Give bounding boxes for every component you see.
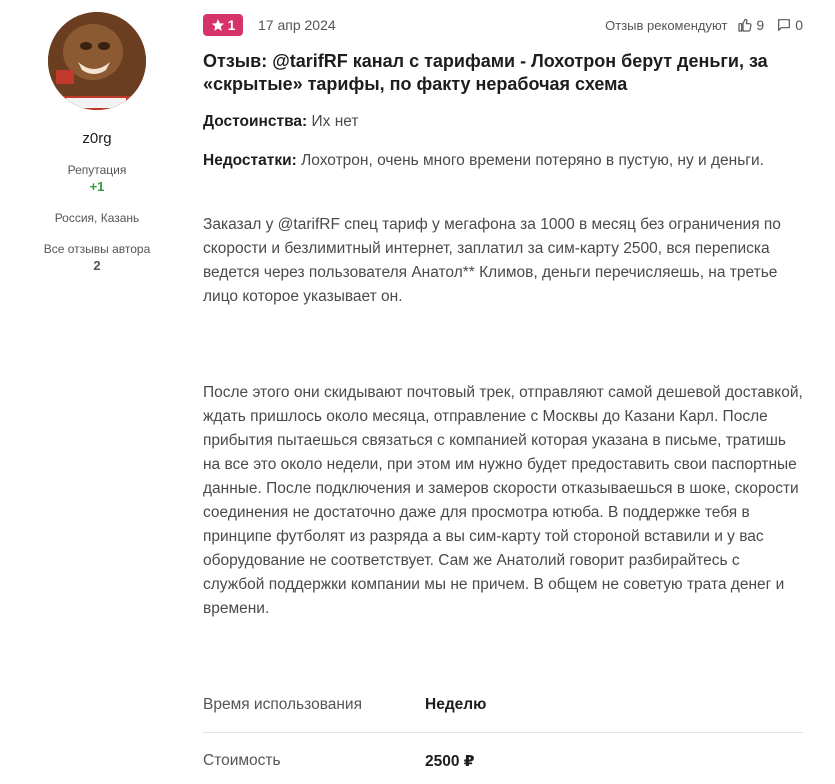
property-label: Стоимость — [203, 752, 281, 769]
rating-badge — [203, 14, 243, 36]
all-reviews-count[interactable]: 2 — [93, 258, 101, 273]
author-name[interactable]: z0rg — [82, 130, 112, 147]
avatar-image — [48, 12, 146, 110]
property-row-usage-time — [203, 690, 803, 720]
avatar[interactable] — [48, 12, 146, 110]
property-row-cost — [203, 746, 803, 776]
review-body-paragraph-1: Заказал у @tarifRF спец тариф у мегафона за 1000 в месяц без ограничения по скорости и безлимитный интернет, заплатил за сим-карту 2500, вся переписка ведется через пользователя Анатол** Климов, деньги перечисляешь, на третье лицо которое указывает он. — [203, 216, 781, 305]
rating-value: 1 — [227, 17, 236, 33]
pros — [203, 110, 803, 134]
pros-text: Их нет — [311, 113, 359, 130]
review-body-paragraph-2: После этого они скидывают почтовый трек, отправляют самой дешевой доставкой, ждать пришлось около месяца, отправление с Москвы до Казани Карл. После прибытия пытаешься связаться с компанией которая указана в письме, тратишь на все это около недели, при этом им нужно будет предоставить свои паспортные данные. После подключения и замеров скорости отказываешься в шоке, скорости соединения не достаточно даже для просмотра ютюба. В поддержке тебя в принципе футболят из разряда а вы сим-карту той стороной вставили и у вас оборудование не соответствует. Сам же Анатолий говорит разбирайтесь с службой поддержки компании мы не причем. В общем не советую трата денег и времени. — [203, 384, 803, 617]
property-value: 2500 ₽ — [425, 753, 475, 770]
comment-icon[interactable] — [776, 17, 792, 33]
property-value: Неделю — [425, 696, 487, 713]
author-location: Россия, Казань — [54, 211, 140, 225]
property-label: Время использования — [203, 696, 362, 713]
reputation-value: +1 — [89, 179, 105, 194]
comments-count[interactable]: 0 — [795, 17, 803, 33]
cons-text: Лохотрон, очень много времени потеряно в пустую, ну и деньги. — [301, 152, 764, 169]
review-date: 17 апр 2024 — [258, 17, 336, 33]
all-reviews-link[interactable]: Все отзывы автора — [43, 242, 151, 256]
review-meta — [203, 14, 803, 36]
cons-label: Недостатки: — [203, 152, 297, 169]
recommend-block — [605, 17, 803, 33]
likes-count[interactable]: 9 — [756, 17, 765, 33]
review-title: Отзыв: @tarifRF канал с тарифами - Лохотрон берут деньги, за «скрытые» тарифы, по факту нерабочая схема — [203, 51, 768, 94]
divider — [203, 732, 803, 733]
cons — [203, 149, 803, 173]
pros-label: Достоинства: — [203, 113, 308, 130]
recommend-label: Отзыв рекомендуют — [605, 17, 728, 33]
reputation-label: Репутация — [67, 163, 127, 177]
star-icon — [211, 18, 225, 32]
thumbs-up-icon[interactable] — [737, 17, 753, 33]
